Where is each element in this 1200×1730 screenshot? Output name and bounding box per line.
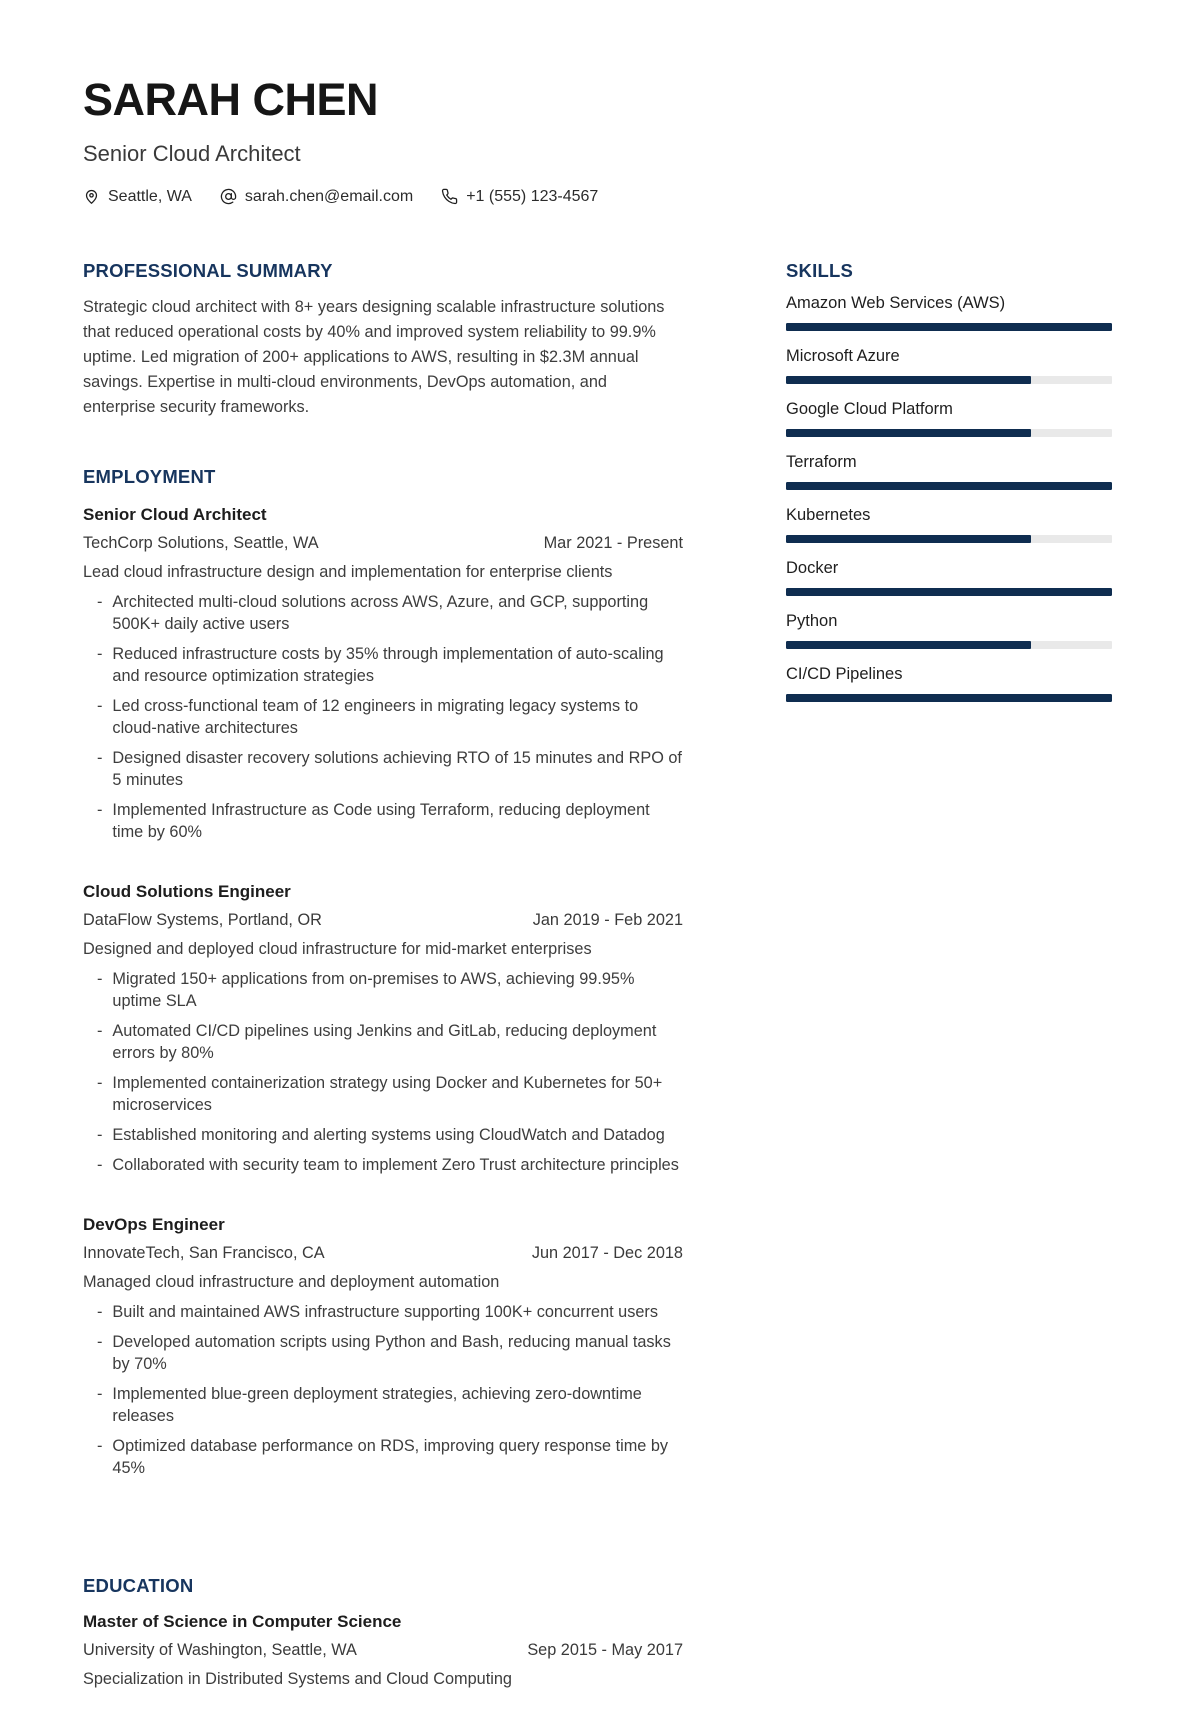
skill-bar-fill (786, 641, 1031, 649)
bullet-item (83, 1020, 683, 1064)
content-columns (83, 260, 1112, 1690)
bullet-dash: - (97, 969, 103, 988)
job-company: DataFlow Systems, Portland, OR (83, 910, 322, 929)
job-title: Senior Cloud Architect (83, 504, 267, 524)
candidate-name: SARAH CHEN (83, 74, 379, 125)
contact-location (83, 188, 192, 206)
bullet-dash: - (97, 1302, 103, 1321)
bullet-item (83, 1154, 683, 1176)
job-meta-row (83, 910, 683, 931)
bullet-item (83, 591, 683, 635)
skill-bar-track (786, 323, 1112, 331)
education-heading: EDUCATION (83, 1574, 194, 1596)
skill-item (786, 400, 1112, 437)
bullet-text: Migrated 150+ applications from on-premises to AWS, achieving 99.95% uptime SLA (112, 969, 635, 1010)
bullet-item (83, 1435, 683, 1479)
skill-name: Python (786, 611, 838, 630)
bullet-dash: - (97, 1155, 103, 1174)
bullet-text: Implemented blue-green deployment strategies, achieving zero-downtime releases (112, 1384, 642, 1425)
bullet-dash: - (97, 644, 103, 663)
skill-name: Amazon Web Services (AWS) (786, 293, 1006, 312)
phone-icon (441, 188, 458, 205)
skill-bar-fill (786, 482, 1112, 490)
bullet-text: Led cross-functional team of 12 engineers in migrating legacy systems to cloud-native architectures (112, 696, 639, 737)
location-pin-icon (83, 188, 100, 205)
skill-bar-track (786, 482, 1112, 490)
section-employment (83, 466, 683, 1479)
education-meta-row (83, 1640, 683, 1661)
contact-phone (441, 188, 598, 206)
bullet-item (83, 1124, 683, 1146)
job-entry (83, 881, 683, 1176)
bullet-dash: - (97, 748, 103, 767)
skill-name: Microsoft Azure (786, 346, 900, 365)
job-lead: Lead cloud infrastructure design and implementation for enterprise clients (83, 562, 613, 581)
bullet-item (83, 1383, 683, 1427)
skill-item (786, 294, 1112, 331)
employment-heading: EMPLOYMENT (83, 465, 216, 487)
bullet-dash: - (97, 1125, 103, 1144)
bullet-dash: - (97, 1332, 103, 1351)
skill-name: Terraform (786, 452, 857, 471)
bullet-text: Built and maintained AWS infrastructure supporting 100K+ concurrent users (112, 1302, 658, 1321)
bullet-item (83, 747, 683, 791)
job-lead: Designed and deployed cloud infrastructure for mid-market enterprises (83, 939, 592, 958)
contact-email (220, 188, 413, 206)
skill-bar-fill (786, 429, 1031, 437)
skill-bar-fill (786, 694, 1112, 702)
bullet-item (83, 1072, 683, 1116)
bullet-dash: - (97, 696, 103, 715)
job-meta-row (83, 533, 683, 554)
bullet-item (83, 799, 683, 843)
bullet-dash: - (97, 800, 103, 819)
bullet-dash: - (97, 1021, 103, 1040)
skill-bar-track (786, 376, 1112, 384)
job-dates: Jan 2019 - Feb 2021 (532, 910, 683, 929)
skill-bar-track (786, 641, 1112, 649)
skill-bar-track (786, 588, 1112, 596)
skill-bar-fill (786, 588, 1112, 596)
skill-item (786, 612, 1112, 649)
education-dates: Sep 2015 - May 2017 (527, 1640, 683, 1659)
bullet-text: Architected multi-cloud solutions across AWS, Azure, and GCP, supporting 500K+ daily active users (112, 592, 649, 633)
skill-name: CI/CD Pipelines (786, 664, 903, 683)
contact-location-text: Seattle, WA (108, 187, 192, 205)
bullet-text: Reduced infrastructure costs by 35% through implementation of auto-scaling and resource optimization strategies (112, 644, 664, 685)
skill-item (786, 347, 1112, 384)
bullet-item (83, 1331, 683, 1375)
skill-name: Docker (786, 558, 839, 577)
at-sign-icon (220, 188, 237, 205)
job-bullets (83, 591, 683, 843)
skill-item (786, 559, 1112, 596)
bullet-dash: - (97, 1436, 103, 1455)
contact-email-text: sarah.chen@email.com (244, 187, 414, 205)
bullet-dash: - (97, 1073, 103, 1092)
skill-bar-fill (786, 535, 1031, 543)
bullet-text: Developed automation scripts using Python and Bash, reducing manual tasks by 70% (112, 1332, 671, 1373)
bullet-text: Established monitoring and alerting systems using CloudWatch and Datadog (112, 1125, 665, 1144)
education-degree: Master of Science in Computer Science (83, 1611, 402, 1631)
education-detail: Specialization in Distributed Systems and Cloud Computing (83, 1669, 512, 1688)
bullet-item (83, 968, 683, 1012)
bullet-text: Optimized database performance on RDS, improving query response time by 45% (112, 1436, 669, 1477)
job-bullets (83, 968, 683, 1176)
summary-text: Strategic cloud architect with 8+ years designing scalable infrastructure solutions that reduced operational costs by 40% and improved system reliability to 99.9% uptime. Led migration of 200+ applications to AWS, resulting in $2.3M annual savings. Expertise in multi-cloud environments, DevOps automation, and enterprise security frameworks. (83, 297, 665, 416)
skill-bar-fill (786, 376, 1031, 384)
job-bullets (83, 1301, 683, 1479)
section-professional-summary (83, 260, 683, 420)
skills-heading: SKILLS (786, 259, 853, 281)
job-entry (83, 1214, 683, 1479)
skill-bar-fill (786, 323, 1112, 331)
bullet-item (83, 1301, 683, 1323)
bullet-text: Automated CI/CD pipelines using Jenkins and GitLab, reducing deployment errors by 80% (112, 1021, 657, 1062)
skill-item (786, 453, 1112, 490)
skill-name: Kubernetes (786, 505, 871, 524)
skill-bar-track (786, 694, 1112, 702)
job-company: InnovateTech, San Francisco, CA (83, 1243, 325, 1262)
skill-item (786, 506, 1112, 543)
bullet-item (83, 695, 683, 739)
skill-item (786, 665, 1112, 702)
contact-phone-text: +1 (555) 123-4567 (466, 187, 599, 205)
bullet-item (83, 643, 683, 687)
job-list (83, 504, 683, 1479)
bullet-text: Designed disaster recovery solutions achieving RTO of 15 minutes and RPO of 5 minutes (112, 748, 682, 789)
job-meta-row (83, 1243, 683, 1264)
skills-sidebar (786, 260, 1112, 718)
skill-list (786, 294, 1112, 702)
skill-bar-track (786, 429, 1112, 437)
bullet-text: Collaborated with security team to implement Zero Trust architecture principles (112, 1155, 679, 1174)
contact-row (83, 188, 1112, 206)
job-lead: Managed cloud infrastructure and deployment automation (83, 1272, 500, 1291)
job-title: DevOps Engineer (83, 1214, 225, 1234)
job-dates: Jun 2017 - Dec 2018 (531, 1243, 683, 1262)
job-entry (83, 504, 683, 843)
skill-name: Google Cloud Platform (786, 399, 953, 418)
main-column (83, 260, 683, 1690)
bullet-text: Implemented Infrastructure as Code using Terraform, reducing deployment time by 60% (112, 800, 650, 841)
bullet-text: Implemented containerization strategy using Docker and Kubernetes for 50+ microservices (112, 1073, 663, 1114)
job-company: TechCorp Solutions, Seattle, WA (83, 533, 319, 552)
bullet-dash: - (97, 1384, 103, 1403)
skill-bar-track (786, 535, 1112, 543)
education-school: University of Washington, Seattle, WA (83, 1640, 357, 1659)
bullet-dash: - (97, 592, 103, 611)
job-dates: Mar 2021 - Present (543, 533, 683, 552)
job-title: Cloud Solutions Engineer (83, 881, 291, 901)
summary-heading: PROFESSIONAL SUMMARY (83, 259, 333, 281)
resume-header (83, 76, 1112, 206)
section-education (83, 1575, 683, 1690)
candidate-title: Senior Cloud Architect (83, 140, 301, 166)
